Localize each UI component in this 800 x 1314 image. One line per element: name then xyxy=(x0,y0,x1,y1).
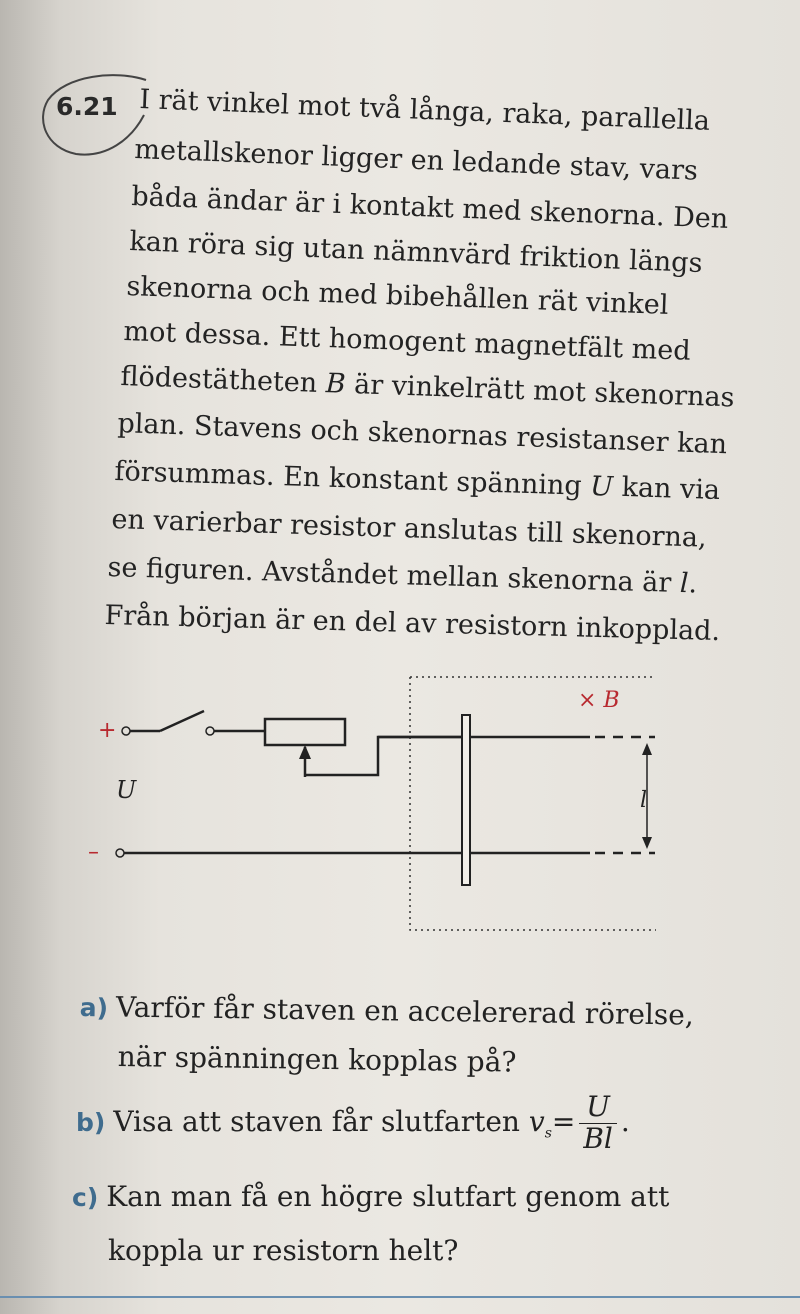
question-a-line-2: när spänningen kopplas på? xyxy=(117,1040,517,1079)
problem-number: 6.21 xyxy=(56,92,118,121)
minus-label: – xyxy=(88,840,99,865)
question-a xyxy=(80,990,694,1032)
question-a-line-1: Varför får staven en accelererad rörelse, xyxy=(115,990,694,1032)
switch xyxy=(160,711,204,731)
bottom-rule xyxy=(0,1296,800,1298)
field-label: × B xyxy=(578,688,620,713)
question-b-label: b) xyxy=(76,1107,106,1137)
voltage-label: U xyxy=(116,776,137,804)
question-a-label: a) xyxy=(79,992,109,1023)
problem-line-12: Från början är en del av resistorn inkopplad. xyxy=(104,600,721,648)
problem-line-8: plan. Stavens och skenornas resistanser kan xyxy=(116,408,728,461)
problem-line-6: mot dessa. Ett homogent magnetfält med xyxy=(122,316,692,367)
question-c-label: c) xyxy=(72,1183,99,1212)
plus-terminal xyxy=(122,727,130,735)
problem-line-9: försummas. En konstant spänning U kan via xyxy=(114,456,721,507)
question-c xyxy=(72,1180,669,1213)
question-b: b) Visa att staven får slutfarten $v_s=$ $\frac{U}{Bl}$ . xyxy=(76,1090,630,1155)
switch-contact xyxy=(206,727,214,735)
question-b-text: Visa att staven får slutfarten xyxy=(113,1104,529,1138)
variable-resistor xyxy=(265,719,345,745)
problem-line-11: se figuren. Avståndet mellan skenorna är l. xyxy=(107,552,698,600)
distance-label: l xyxy=(640,788,648,813)
circuit-figure xyxy=(60,665,680,950)
plus-label: + xyxy=(98,718,117,743)
conducting-rod xyxy=(462,715,470,885)
problem-line-10: en varierbar resistor anslutas till skenorna, xyxy=(111,504,708,554)
velocity-symbol: $v_s$ xyxy=(528,1104,552,1142)
equals-sign: = xyxy=(551,1104,576,1138)
problem-line-2: metallskenor ligger en ledande stav, vars xyxy=(133,134,699,187)
problem-line-4: kan röra sig utan nämnvärd friktion längs xyxy=(128,226,703,279)
question-c-line-2: koppla ur resistorn helt? xyxy=(108,1234,459,1267)
problem-line-3: båda ändar är i kontakt med skenorna. Den xyxy=(130,181,729,235)
problem-line-5: skenorna och med bibehållen rät vinkel xyxy=(125,271,669,321)
minus-terminal xyxy=(116,849,124,857)
field-boundary xyxy=(410,677,656,930)
problem-line-7: flödestätheten B är vinkelrätt mot skenornas xyxy=(119,361,735,414)
problem-line-1: I rät vinkel mot två långa, raka, parallella xyxy=(138,84,711,137)
question-c-line-1: Kan man få en högre slutfart genom att xyxy=(106,1180,670,1213)
velocity-fraction: $\frac{U}{Bl}$ xyxy=(579,1092,617,1155)
